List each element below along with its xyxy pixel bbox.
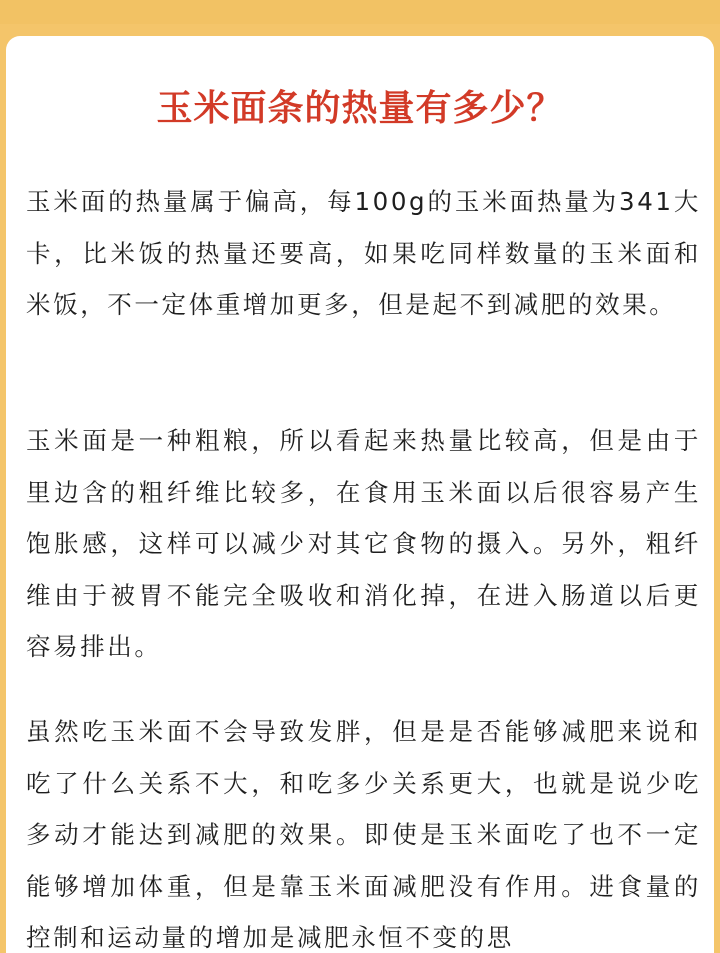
article-title: 玉米面条的热量有多少？ [156, 88, 564, 129]
paragraph-2: 玉米面是一种粗粮，所以看起来热量比较高，但是由于里边含的粗纤维比较多，在食用玉米面以后很容易产生饱胀感，这样可以减少对其它食物的摄入。另外，粗纤维由于被胃不能完全吸收和消化掉，在进入肠道以后更容易排出。 [26, 426, 701, 661]
paragraph-1: 玉米面的热量属于偏高，每100g的玉米面热量为341大卡，比米饭的热量还要高，如果吃同样数量的玉米面和米饭，不一定体重增加更多，但是起不到减肥的效果。 [26, 187, 701, 319]
top-band [0, 0, 720, 24]
paragraph-3: 虽然吃玉米面不会导致发胖，但是是否能够减肥来说和吃了什么关系不大，和吃多少关系更大，也就是说少吃多动才能达到减肥的效果。即使是玉米面吃了也不一定能够增加体重，但是靠玉米面减肥没有作用。进食量的控制和运动量的增加是减肥永恒不变的思 [26, 717, 701, 952]
